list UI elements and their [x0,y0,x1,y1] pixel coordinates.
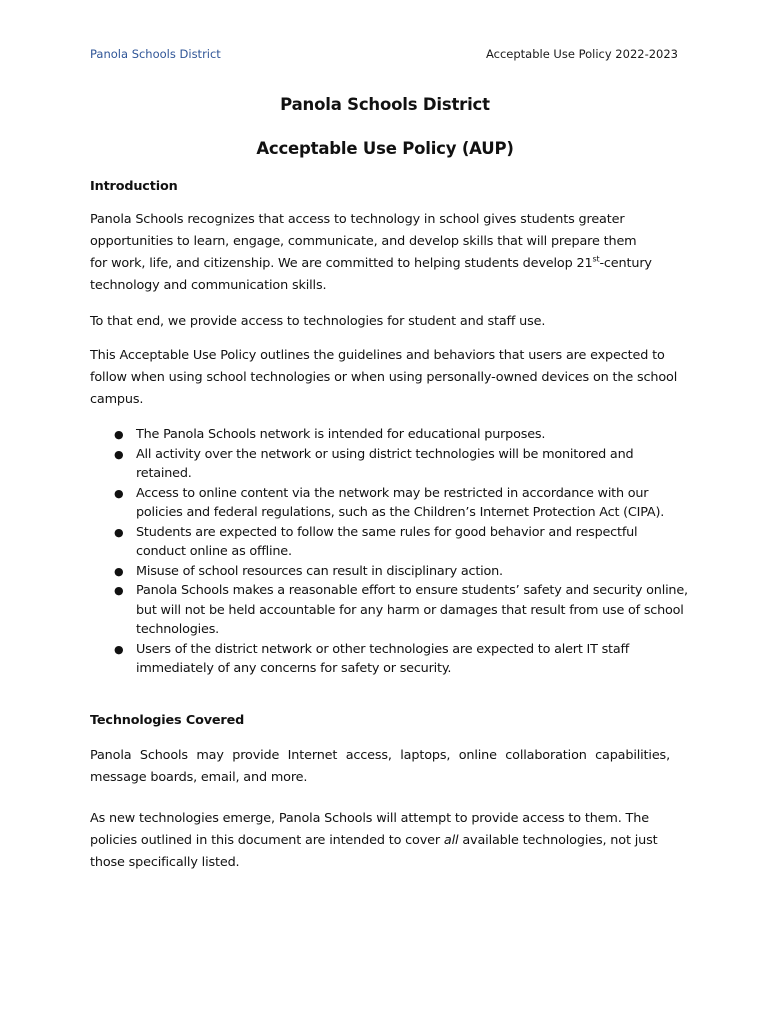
list-item [112,581,690,640]
bullet-icon: ● [114,642,124,656]
ordinal-suffix: st [592,254,600,264]
intro-line: follow when using school technologies or when using personally-owned devices on the school [90,370,678,385]
document-title: Panola Schools District [280,95,490,114]
technologies-text: As new technologies emerge, Panola Schools will attempt to provide access to them. The policies outlined in this document are intended to cover [90,811,649,848]
technologies-paragraph-2 [90,808,670,874]
intro-line: campus. [90,392,144,407]
intro-text: for work, life, and citizenship. We are committed to helping students develop 21 [90,256,593,271]
intro-line: opportunities to learn, engage, communicate, and develop skills that will prepare them [90,234,637,249]
list-item [112,425,690,445]
intro-line: Panola Schools recognizes that access to technology in school gives students greater [90,212,625,227]
policy-bullet-list [112,425,690,679]
header-policy-year: Acceptable Use Policy 2022-2023 [485,47,678,61]
bullet-icon: ● [114,486,124,500]
document-subtitle: Acceptable Use Policy (AUP) [256,139,514,158]
bullet-icon: ● [114,428,124,441]
introduction-paragraph-3 [90,345,690,411]
list-item [112,445,690,484]
bullet-icon: ● [114,525,124,539]
technologies-heading: Technologies Covered [90,713,245,728]
list-item [112,523,690,562]
introduction-paragraph-1 [90,209,690,297]
list-item-text: The Panola Schools network is intended for educational purposes. [136,427,546,442]
list-item-text: All activity over the network or using district technologies will be monitored and retained. [136,446,634,481]
technologies-paragraph-1: Panola Schools may provide Internet access, laptops, online collaboration capabilities, message boards, email, and more. [90,748,670,785]
intro-line: technology and communication skills. [90,278,327,293]
introduction-heading: Introduction [90,179,178,194]
bullet-icon: ● [114,447,124,461]
list-item-text: Panola Schools makes a reasonable effort to ensure students’ safety and security online, but will not be held accountable for any harm or damages that result from use of school technologies. [136,583,688,637]
bullet-icon: ● [114,564,124,578]
technologies-text: available technologies, not just those specifically listed. [90,833,658,870]
list-item [112,484,690,523]
list-item [112,640,690,679]
emphasis-all: all [443,833,459,848]
bullet-icon: ● [114,584,124,597]
intro-line [90,253,690,275]
introduction-paragraph-2: To that end, we provide access to technologies for student and staff use. [90,314,546,329]
intro-line: This Acceptable Use Policy outlines the guidelines and behaviors that users are expected to [90,348,665,363]
list-item [112,562,690,582]
list-item-text: Students are expected to follow the same rules for good behavior and respectful conduct online as offline. [136,524,638,559]
list-item-text: Misuse of school resources can result in disciplinary action. [136,563,503,579]
list-item-text: Users of the district network or other technologies are expected to alert IT staff immediately of any concerns for safety or security. [136,641,630,676]
list-item-text: Access to online content via the network may be restricted in accordance with our policies and federal regulations, such as the Children’s Internet Protection Act (CIPA). [136,485,665,520]
header-district: Panola Schools District [90,47,221,61]
intro-text: -century [599,256,652,271]
